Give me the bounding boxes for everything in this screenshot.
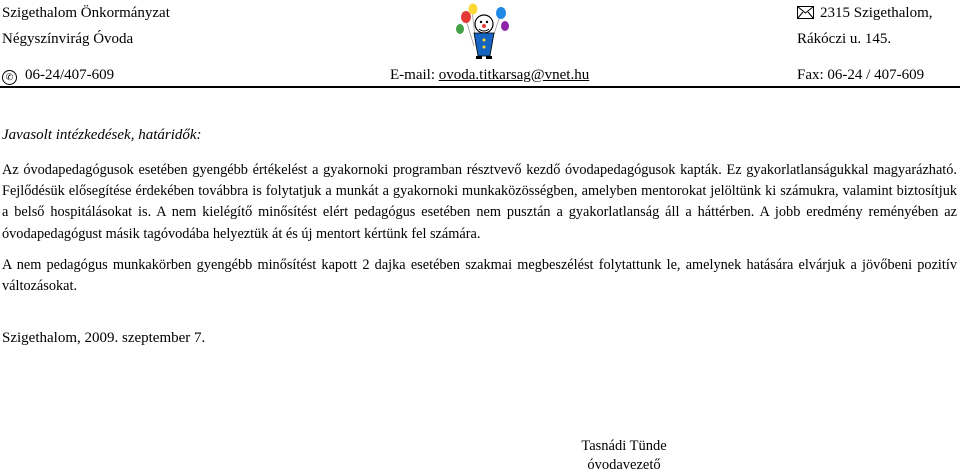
org-name: Szigethalom Önkormányzat xyxy=(2,5,170,21)
address-city: 2315 Szigethalom, xyxy=(820,5,933,21)
signer-name: Tasnádi Tünde xyxy=(581,438,667,454)
paragraph-non-teaching-staff: A nem pedagógus munkakörben gyengébb minősítést kapott 2 dajka esetében szakmai megbeszélést folytattunk le, amelynek hatására elvárjuk a jövőbeni pozitív változásokat. xyxy=(2,257,957,295)
envelope-icon xyxy=(797,6,814,24)
header-divider xyxy=(0,86,960,88)
signer-title: óvodavezető xyxy=(587,457,661,473)
phone-line xyxy=(2,66,114,85)
address-line-1 xyxy=(797,4,933,24)
place-and-date: Szigethalom, 2009. szeptember 7. xyxy=(2,330,206,346)
phone-number: 06-24/407-609 xyxy=(25,67,115,83)
kindergarten-name: Négyszínvirág Óvoda xyxy=(2,31,134,47)
paragraph-teachers: Az óvodapedagógusok esetében gyengébb értékelést a gyakornoki programban résztvevő kezdő óvodapedagógusok kapták. Ez gyakorlatlanságukkal magyarázható. Fejlődésük elősegítése érdekében továbbra is folytatjuk a munkát a gyakornoki munkaközösségben, amelyben mentorokat jelöltünk ki számukra, valamint biztosítjuk a belső hospitálásokat is. A nem kielégítő minősítést elért pedagógus esetében nem pusztán a gyakorlatlanság áll a háttérben. A jobb eredmény reményében az óvodapedagógust másik tagóvodába helyeztük át és új mentort kértünk fel számára. xyxy=(2,162,957,242)
address-street: Rákóczi u. 145. xyxy=(797,31,892,47)
email-label: E-mail: xyxy=(390,67,439,83)
email-line xyxy=(390,66,589,84)
email-link[interactable]: ovoda.titkarsag@vnet.hu xyxy=(438,67,590,83)
phone-icon: ✆ xyxy=(2,70,17,85)
clown-balloon-logo xyxy=(452,2,512,62)
fax-number: Fax: 06-24 / 407-609 xyxy=(797,67,925,83)
section-heading: Javasolt intézkedések, határidők: xyxy=(2,127,202,143)
